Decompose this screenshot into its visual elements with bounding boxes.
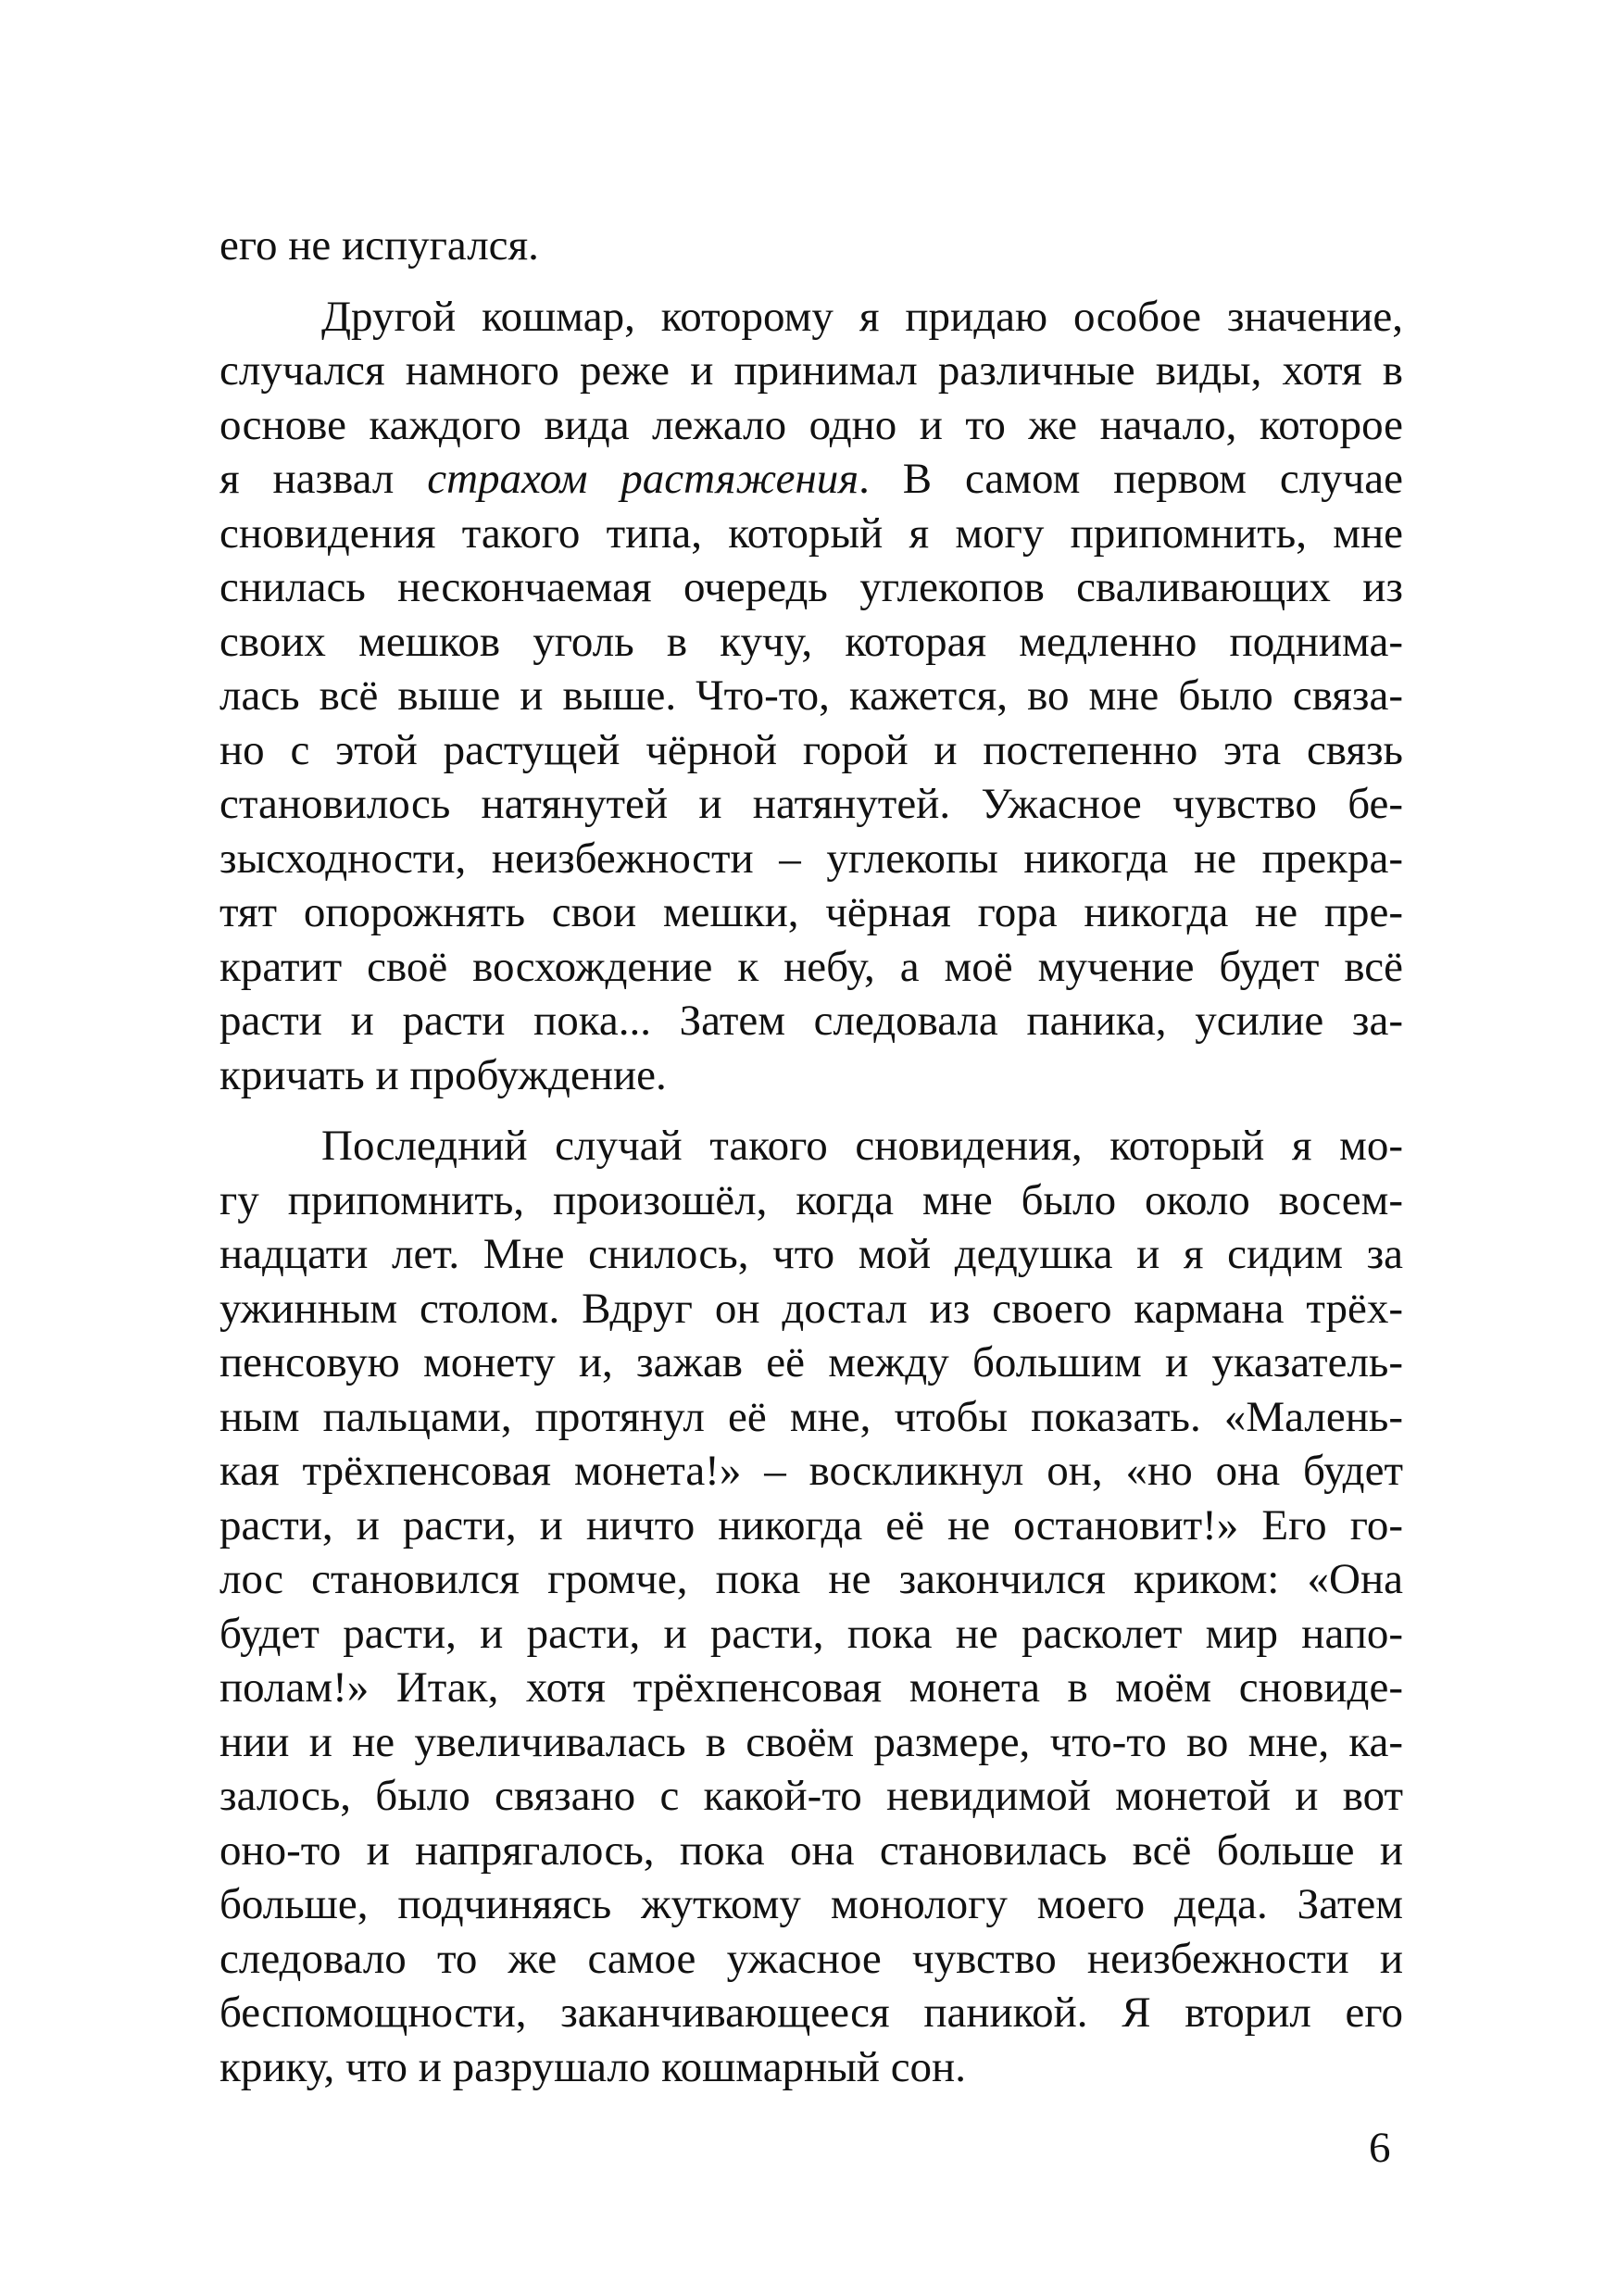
text-line: Другой кошмар, которому я придаю особое значение, xyxy=(321,292,1403,341)
text-line: своих мешков уголь в кучу, которая медленно поднима- xyxy=(219,617,1403,666)
text-line: полам!» Итак, хотя трёхпенсовая монета в моём сновиде- xyxy=(219,1663,1403,1712)
text-line: надцати лет. Мне снилось, что мой дедушка и я сидим за xyxy=(219,1230,1403,1278)
text-line: случался намного реже и принимал различные виды, хотя в xyxy=(219,346,1403,395)
paragraph-1 xyxy=(219,219,1403,273)
text-line: его не испугался. xyxy=(219,221,539,270)
text-line: залось, было связано с какой-то невидимой монетой и вот xyxy=(219,1772,1403,1820)
text-line: снилась нескончаемая очередь углекопов сваливающих из xyxy=(219,563,1403,611)
text-line: крику, что и разрушало кошмарный сон. xyxy=(219,2042,966,2091)
text-line: больше, подчиняясь жуткому монологу моего деда. Затем xyxy=(219,1880,1403,1928)
text-line: расти, и расти, и ничто никогда её не остановит!» Его го- xyxy=(219,1500,1403,1549)
body-text xyxy=(219,219,1403,2094)
text-line: следовало то же самое ужасное чувство неизбежности и xyxy=(219,1934,1403,1983)
text-line: но с этой растущей чёрной горой и постепенно эта связь xyxy=(219,725,1403,774)
text-line: лась всё выше и выше. Что-то, кажется, во мне было связа- xyxy=(219,671,1403,720)
text-fragment: я назвал xyxy=(219,455,428,503)
text-line: тят опорожнять свои мешки, чёрная гора никогда не пре- xyxy=(219,888,1403,936)
text-fragment: . В самом первом случае xyxy=(859,455,1404,503)
text-line-with-emphasis xyxy=(219,452,1403,507)
paragraph-3 xyxy=(219,1119,1403,2094)
text-line: оно-то и напрягалось, пока она становилась всё больше и xyxy=(219,1826,1403,1875)
text-line: кая трёхпенсовая монета!» – воскликнул он, «но она будет xyxy=(219,1447,1403,1495)
text-line: основе каждого вида лежало одно и то же начало, которое xyxy=(219,400,1403,449)
text-line: кричать и пробуждение. xyxy=(219,1050,667,1099)
text-line: расти и расти пока... Затем следовала паника, усилие за- xyxy=(219,997,1403,1045)
text-line: беспомощности, заканчивающееся паникой. Я вторил его xyxy=(219,1989,1403,2037)
text-line: лос становился громче, пока не закончился криком: «Она xyxy=(219,1555,1403,1603)
paragraph-2 xyxy=(219,290,1403,1103)
text-line: зысходности, неизбежности – углекопы никогда не прекра- xyxy=(219,834,1403,883)
text-line: ным пальцами, протянул её мне, чтобы показать. «Малень- xyxy=(219,1392,1403,1441)
text-line: ужинным столом. Вдруг он достал из своего кармана трёх- xyxy=(219,1284,1403,1333)
text-line: кратит своё восхождение к небу, а моё мучение будет всё xyxy=(219,942,1403,991)
italic-term: страхом растяжения xyxy=(427,455,859,503)
text-line: становилось натянутей и натянутей. Ужасное чувство бе- xyxy=(219,780,1403,828)
text-line: нии и не увеличивалась в своём размере, что-то во мне, ка- xyxy=(219,1717,1403,1766)
text-line: сновидения такого типа, который я могу припомнить, мне xyxy=(219,508,1403,558)
text-line: гу припомнить, произошёл, когда мне было около восем- xyxy=(219,1175,1403,1224)
text-line: Последний случай такого сновидения, который я мо- xyxy=(321,1122,1403,1170)
page-number: 6 xyxy=(1369,2124,1391,2172)
text-line: будет расти, и расти, и расти, пока не расколет мир напо- xyxy=(219,1609,1403,1658)
text-line: пенсовую монету и, зажав её между большим и указатель- xyxy=(219,1338,1403,1386)
